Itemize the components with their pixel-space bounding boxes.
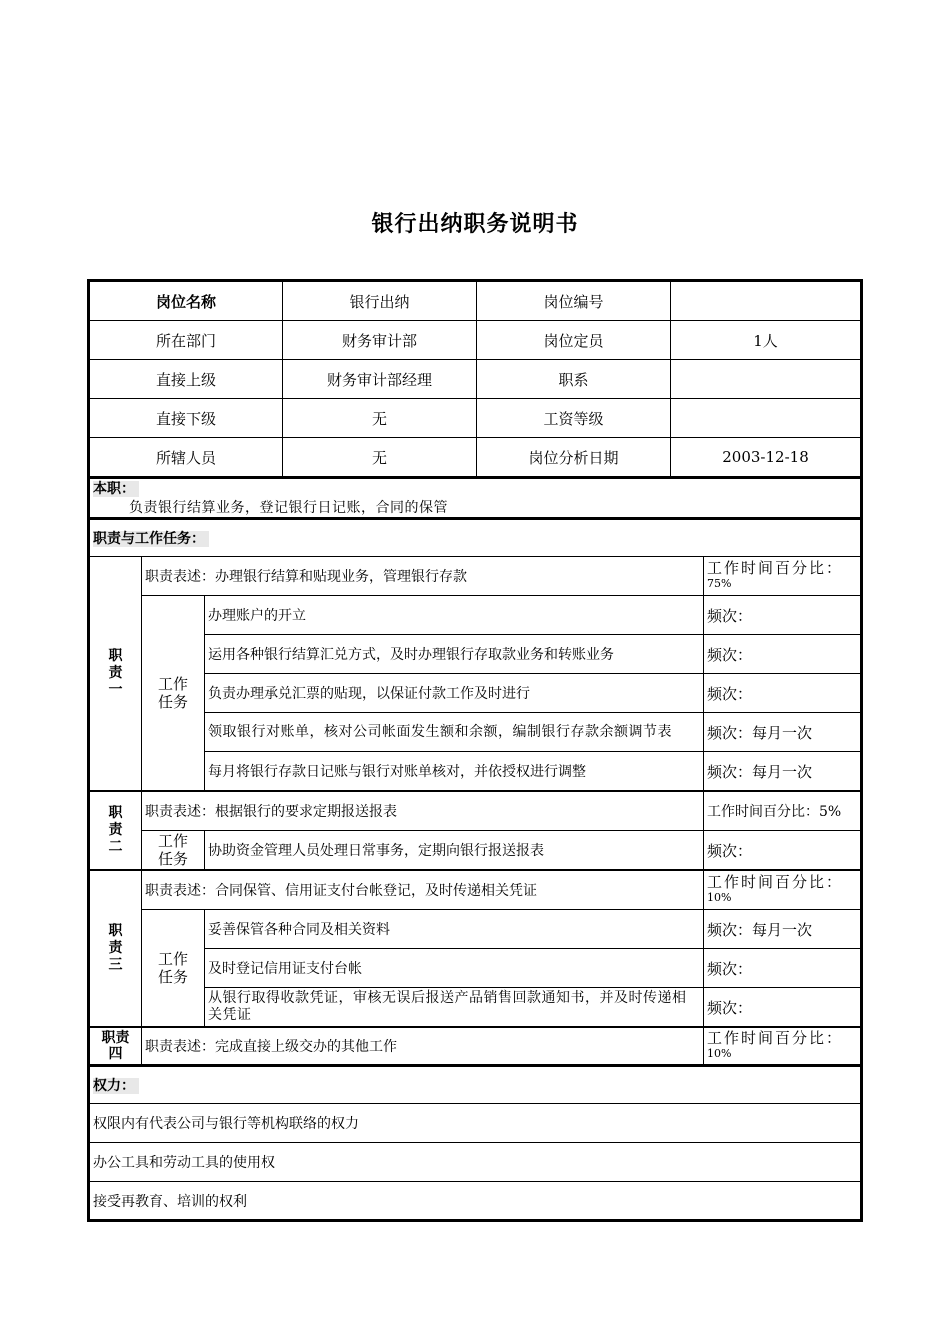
duty-1-task-4: 领取银行对账单，核对公司帐面发生额和余额，编制银行存款余额调节表 (205, 713, 704, 752)
powers-table (89, 1065, 861, 1220)
power-3: 接受再教育、培训的权利 (90, 1182, 861, 1220)
power-2: 办公工具和劳动工具的使用权 (90, 1143, 861, 1182)
duty-1-task-1-freq: 频次： (704, 596, 861, 635)
duty-3-task-1-freq: 频次：每月一次 (704, 910, 861, 949)
duty-1-task-2: 运用各种银行结算汇兑方式，及时办理银行存取款业务和转账业务 (205, 635, 704, 674)
job-description-form (87, 279, 863, 1222)
value-analysis-date: 2003-12-18 (671, 438, 861, 477)
duty-3-task-1: 妥善保管各种合同及相关资料 (205, 910, 704, 949)
value-direct-subordinate: 无 (283, 399, 477, 438)
basic-info-table (89, 281, 861, 477)
label-department: 所在部门 (90, 321, 283, 360)
value-position-code (671, 282, 861, 321)
duty-1-desc: 职责表述：办理银行结算和贴现业务，管理银行存款 (142, 557, 704, 596)
powers-heading: 权力： (93, 1078, 139, 1094)
label-headcount: 岗位定员 (477, 321, 671, 360)
duty-2-task-1-freq: 频次： (704, 831, 861, 871)
duty-2-task-1: 协助资金管理人员处理日常事务，定期向银行报送报表 (205, 831, 704, 871)
duties-table (89, 518, 861, 1065)
duty-4-pct: 工作时间百分比： 10% (704, 1027, 861, 1065)
duty-2-pct: 工作时间百分比：5% (704, 791, 861, 831)
value-direct-superior: 财务审计部经理 (283, 360, 477, 399)
duty-1-task-5: 每月将银行存款日记账与银行对账单核对，并依授权进行调整 (205, 752, 704, 792)
value-department: 财务审计部 (283, 321, 477, 360)
duty-1-task-2-freq: 频次： (704, 635, 861, 674)
duty-2-task-label: 工作任务 (142, 831, 205, 871)
value-staff: 无 (283, 438, 477, 477)
duty-3-task-3: 从银行取得收款凭证，审核无误后报送产品销售回款通知书，并及时传递相关凭证 (205, 988, 704, 1028)
page-title: 银行出纳职务说明书 (371, 212, 579, 237)
duty-3-desc: 职责表述：合同保管、信用证支付台帐登记，及时传递相关凭证 (142, 870, 704, 910)
duty-2-label: 职责二 (90, 791, 142, 870)
duty-1-task-5-freq: 频次：每月一次 (704, 752, 861, 792)
label-staff: 所辖人员 (90, 438, 283, 477)
duty-3-task-3-freq: 频次： (704, 988, 861, 1028)
power-1: 权限内有代表公司与银行等机构联络的权力 (90, 1104, 861, 1143)
duty-summary-text: 负责银行结算业务，登记银行日记账，合同的保管 (129, 500, 448, 516)
duty-3-task-2-freq: 频次： (704, 949, 861, 988)
duty-1-task-4-freq: 频次：每月一次 (704, 713, 861, 752)
duties-heading: 职责与工作任务： (93, 531, 209, 547)
value-position-name: 银行出纳 (283, 282, 477, 321)
duty-1-task-3-freq: 频次： (704, 674, 861, 713)
label-analysis-date: 岗位分析日期 (477, 438, 671, 477)
duty-summary (89, 477, 861, 518)
label-position-name: 岗位名称 (90, 282, 283, 321)
label-position-code: 岗位编号 (477, 282, 671, 321)
duty-3-pct: 工作时间百分比： 10% (704, 870, 861, 910)
duty-3-task-2: 及时登记信用证支付台帐 (205, 949, 704, 988)
duty-1-pct: 工作时间百分比： 75% (704, 557, 861, 596)
duty-1-task-label: 工作任务 (142, 596, 205, 792)
label-direct-superior: 直接上级 (90, 360, 283, 399)
value-job-family (671, 360, 861, 399)
duty-1-task-1: 办理账户的开立 (205, 596, 704, 635)
duty-1-task-3: 负责办理承兑汇票的贴现，以保证付款工作及时进行 (205, 674, 704, 713)
duty-2-desc: 职责表述：根据银行的要求定期报送报表 (142, 791, 704, 831)
duty-4-desc: 职责表述：完成直接上级交办的其他工作 (142, 1027, 704, 1065)
value-salary-grade (671, 399, 861, 438)
duty-4-label: 职责四 (90, 1027, 142, 1065)
label-direct-subordinate: 直接下级 (90, 399, 283, 438)
duty-summary-heading: 本职： (93, 481, 139, 497)
value-headcount: 1人 (671, 321, 861, 360)
duty-1-label: 职责一 (90, 557, 142, 792)
label-salary-grade: 工资等级 (477, 399, 671, 438)
duty-3-task-label: 工作任务 (142, 910, 205, 1028)
duty-3-label: 职责三 (90, 870, 142, 1027)
label-job-family: 职系 (477, 360, 671, 399)
